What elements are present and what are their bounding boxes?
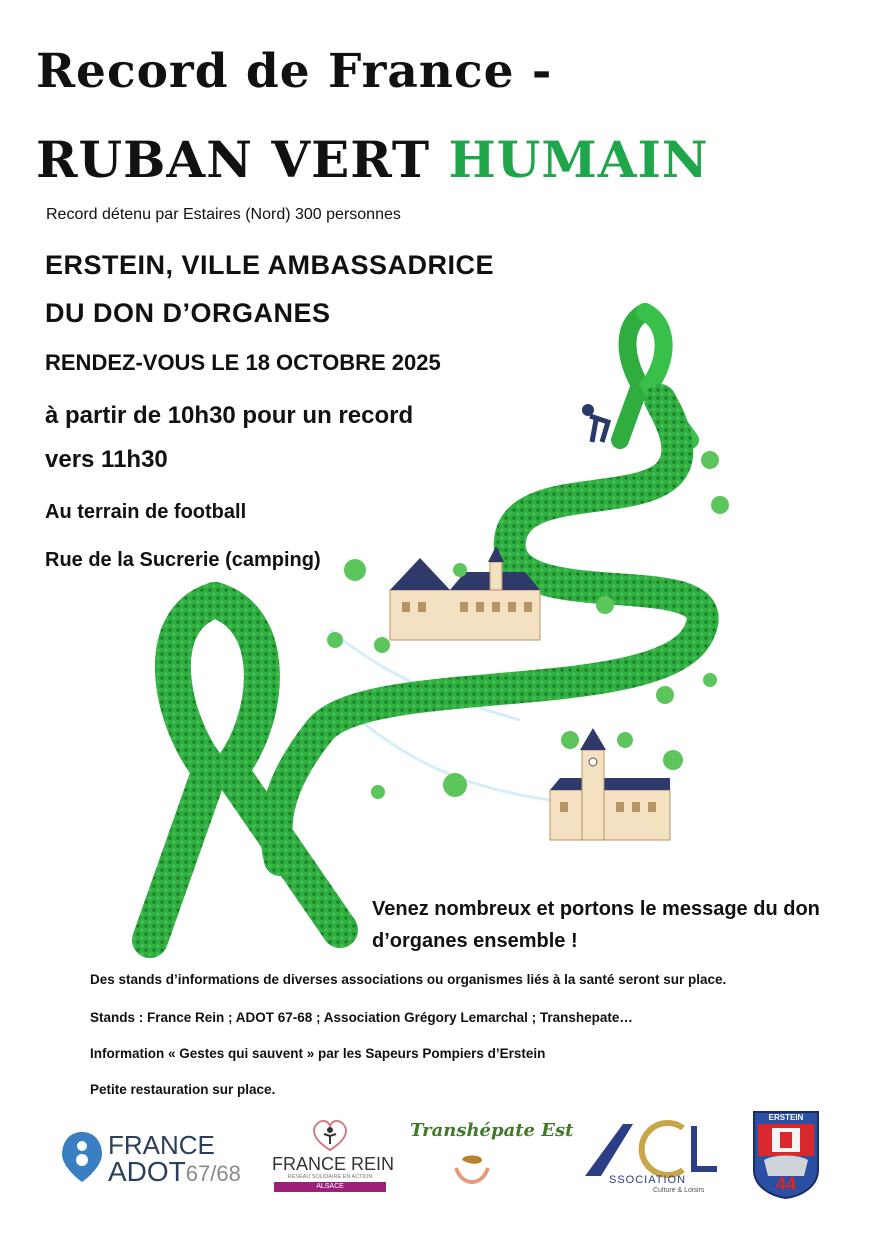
record-note: Record détenu par Estaires (Nord) 300 personnes [46,206,401,223]
headline-line-1: ERSTEIN, VILLE AMBASSADRICE [45,250,495,280]
france-rein-name: FRANCE REIN [272,1154,395,1174]
transhepate-logo [410,1120,574,1190]
time-line-1: à partir de 10h30 pour un record [45,402,414,429]
title-line-2 [36,130,709,189]
acl-word: SSOCIATION [609,1174,687,1186]
pompiers-top: ERSTEIN [768,1113,804,1122]
adot-pin-icon [60,1130,104,1184]
title-line-1: Record de France - [36,44,553,99]
adot-region: 67/68 [185,1161,241,1186]
time-line-2: vers 11h30 [45,446,168,473]
france-rein-tagline: RÉSEAU SOLIDAIRE EN ACTION [287,1174,373,1180]
france-rein-logo [272,1118,395,1194]
headline-line-2: DU DON D’ORGANES [45,298,331,328]
event-date: RENDEZ-VOUS LE 18 OCTOBRE 2025 [45,350,441,375]
heart-person-icon [310,1118,350,1152]
ribbon-illustration [120,300,740,980]
acl-logo [583,1118,723,1198]
title-ruban-vert: RUBAN VERT [36,130,431,189]
info-gestes: Information « Gestes qui sauvent » par les Sapeurs Pompiers d’Erstein [90,1046,546,1061]
adot-line-1: FRANCE [108,1130,215,1160]
location-line-1: Au terrain de football [45,501,247,523]
info-stands-list: Stands : France Rein ; ADOT 67-68 ; Association Grégory Lemarchal ; Transhepate… [90,1010,633,1025]
info-stands-intro: Des stands d’informations de diverses associations ou organismes liés à la santé seront sur place. [90,972,727,987]
transhepate-name: Transhépate Est [410,1120,574,1141]
title-humain: HUMAIN [448,130,709,189]
acl-mark-icon [583,1118,723,1178]
france-rein-region: ALSACE [274,1182,386,1192]
hands-liver-icon [454,1150,490,1186]
france-adot-logo [60,1130,260,1190]
invitation-text: Venez nombreux et portons le message du don d’organes ensemble ! [372,898,820,952]
location-line-2: Rue de la Sucrerie (camping) [45,549,321,571]
pompiers-crest-logo [752,1110,820,1200]
acl-sub: Culture & Loisirs [653,1187,705,1194]
info-restauration: Petite restauration sur place. [90,1082,276,1097]
sponsor-logos [0,1100,874,1210]
pompiers-number: 44 [775,1174,797,1194]
adot-line-2 [108,1158,241,1188]
adot-word: ADOT [108,1156,186,1187]
person-icon [582,404,608,442]
